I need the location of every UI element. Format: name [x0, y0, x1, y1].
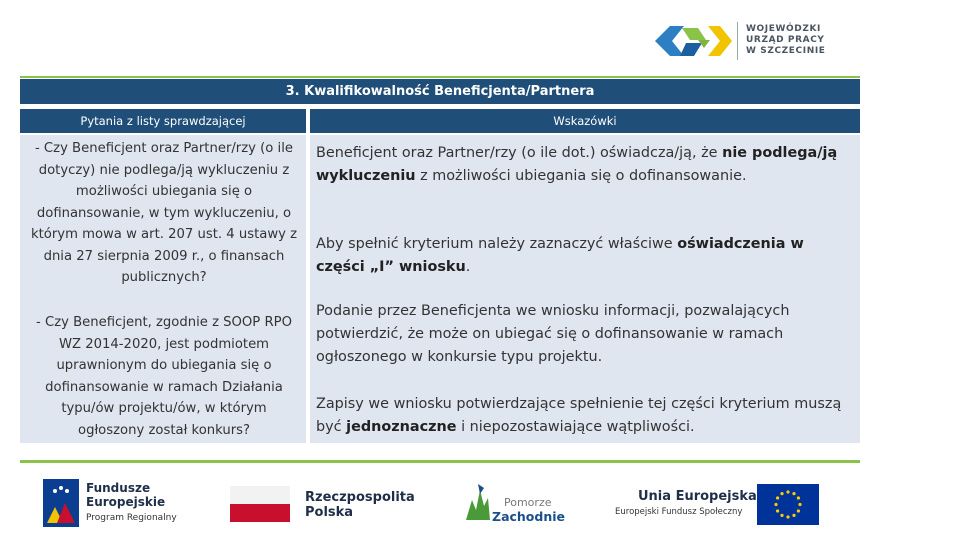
- hint-3: Podanie przez Beneficjenta we wniosku informacji, pozwalających potwierdzić, że może on ubiegać się o dofinansowanie w ramach ogłoszonego w konkursie typu projektu.: [316, 303, 790, 365]
- wup-logo-text: [746, 24, 826, 57]
- hint-1-text: Beneficjent oraz Partner/rzy (o ile dot.) oświadcza/ją, że: [316, 145, 723, 161]
- polish-flag-red: [230, 504, 290, 522]
- hint-2-text-end: .: [465, 259, 471, 275]
- rp-line-1: Rzeczpospolita: [305, 490, 415, 505]
- polish-flag-white: [230, 486, 290, 504]
- fundusze-europejskie-logo: [42, 478, 78, 526]
- logo-line-2: URZĄD PRACY: [746, 35, 825, 45]
- logo-divider: [737, 22, 738, 60]
- hint-1-text-end: z możliwości ubiegania się o dofinansowanie.: [415, 168, 747, 184]
- column-header-questions: Pytania z listy sprawdzającej: [20, 109, 306, 133]
- rp-line-2: Polska: [305, 505, 354, 520]
- hint-4-text: Zapisy we wniosku potwierdzające spełnienie tej części kryterium muszą być: [316, 396, 842, 435]
- zachodnie-text: Zachodnie: [492, 509, 566, 524]
- column-header-hints: Wskazówki: [310, 109, 860, 133]
- fundusze-europejskie-text: [86, 481, 165, 509]
- hint-1: [316, 142, 856, 188]
- question-2: [30, 312, 298, 441]
- pomorze-zachodnie-logo: [462, 480, 492, 524]
- pomorze-text: Pomorze: [504, 496, 552, 509]
- hint-2-text: Aby spełnić kryterium należy zaznaczyć właściwe: [316, 236, 678, 252]
- question-1: - Czy Beneficjent oraz Partner/rzy (o ile dotyczy) nie podlega/ją wykluczeniu z możliwości ubiegania się o dofinansowanie, w tym wykluczeniu, o którym mowa w art. 207 ust. 4 ustawy z dnia 27 sierpnia 2009 r., o finansach publicznych?: [30, 141, 298, 285]
- rzeczpospolita-text: [305, 490, 415, 520]
- fe-title-2: Europejskie: [86, 495, 166, 509]
- eu-flag-icon: [757, 484, 819, 525]
- program-regionalny-text: Program Regionalny: [86, 513, 177, 523]
- hint-4-text-end: i niepozostawiające wątpliwości.: [456, 419, 695, 435]
- hint-4: [316, 393, 856, 439]
- logo-line-1: WOJEWÓDZKI: [746, 24, 821, 34]
- fe-title: Fundusze: [86, 481, 151, 495]
- logo-line-3: W SZCZECINIE: [746, 46, 826, 56]
- unia-europejska-text: Unia Europejska: [638, 489, 757, 504]
- efs-text: Europejski Fundusz Społeczny: [615, 507, 743, 517]
- hint-2: [316, 233, 856, 279]
- section-title: 3. Kwalifikowalność Beneficjenta/Partnera: [20, 78, 860, 104]
- hint-2-bold: oświadczenia w części „I” wniosku: [316, 236, 804, 275]
- question-2-text: - Czy Beneficjent, zgodnie z SOOP RPO WZ 2014-2020, jest podmiotem uprawnionym do ubiegania się o dofinansowanie w ramach Działania typu/ów projektu/ów, w którym ogłoszony został konkurs?: [36, 315, 292, 438]
- hint-1-bold: nie podlega/ją wykluczeniu: [316, 145, 838, 184]
- hint-4-bold: jednoznaczne: [346, 419, 457, 435]
